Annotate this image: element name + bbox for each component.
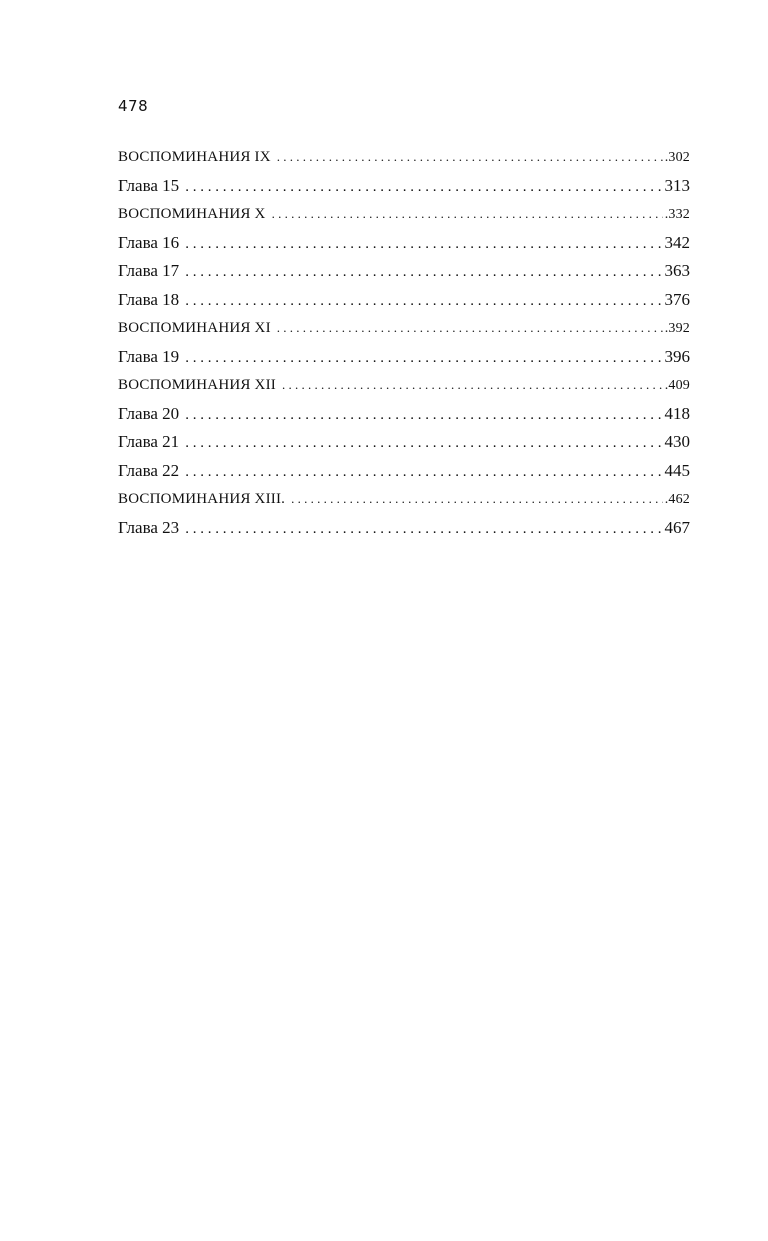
toc-entry-title: Глава 20 xyxy=(118,403,180,423)
toc-entry-page: .462 xyxy=(664,492,690,507)
toc-entry-page: .409 xyxy=(664,378,690,393)
toc-entry xyxy=(118,514,690,543)
toc-entry-page: 363 xyxy=(664,261,690,280)
toc-entry-title: ВОСПОМИНАНИЯ XI xyxy=(118,320,271,336)
toc-entry xyxy=(118,172,690,201)
toc-entry-title: ВОСПОМИНАНИЯ X xyxy=(118,206,266,222)
toc-entry xyxy=(118,485,690,514)
toc-dot-leader xyxy=(277,143,663,172)
toc-entry-title: ВОСПОМИНАНИЯ XIII. xyxy=(118,491,286,507)
toc-entry xyxy=(118,200,690,229)
toc-dot-leader xyxy=(282,371,663,400)
toc-entry xyxy=(118,229,690,258)
toc-entry-title: Глава 17 xyxy=(118,261,180,280)
toc-entry-title: Глава 15 xyxy=(118,175,180,195)
toc-entry xyxy=(118,371,690,400)
toc-entry xyxy=(118,428,690,457)
page-number: 478 xyxy=(118,97,149,115)
toc-entry xyxy=(118,143,690,172)
toc-entry-title: Глава 16 xyxy=(118,232,180,252)
toc-entry-title: Глава 23 xyxy=(118,517,180,537)
toc-dot-leader xyxy=(185,287,662,315)
toc-entry-page: 342 xyxy=(664,232,690,252)
toc-dot-leader xyxy=(185,515,662,543)
toc-entry-page: 313 xyxy=(664,175,690,195)
toc-entry-page: .392 xyxy=(664,321,690,336)
toc-dot-leader xyxy=(277,314,663,343)
toc-dot-leader xyxy=(185,230,662,258)
toc-entry-page: 467 xyxy=(664,517,690,537)
toc-entry xyxy=(118,400,690,429)
toc-dot-leader xyxy=(272,200,663,229)
toc-entry-page: .302 xyxy=(664,150,690,165)
toc-dot-leader xyxy=(185,173,662,201)
toc-entry-page: 376 xyxy=(664,289,690,309)
table-of-contents xyxy=(118,143,690,542)
toc-entry-title: Глава 18 xyxy=(118,289,180,309)
toc-dot-leader xyxy=(185,429,662,457)
toc-entry-title: Глава 19 xyxy=(118,346,180,366)
toc-entry-title: Глава 22 xyxy=(118,460,180,480)
toc-entry-title: ВОСПОМИНАНИЯ IX xyxy=(118,149,271,165)
toc-entry xyxy=(118,343,690,372)
toc-entry xyxy=(118,457,690,486)
toc-entry-page: .332 xyxy=(664,207,690,222)
toc-entry-page: 418 xyxy=(664,403,690,423)
toc-entry xyxy=(118,286,690,315)
toc-dot-leader xyxy=(185,401,662,429)
toc-entry xyxy=(118,257,690,286)
toc-dot-leader xyxy=(185,258,662,286)
toc-entry-title: ВОСПОМИНАНИЯ XII xyxy=(118,377,276,393)
toc-dot-leader xyxy=(185,458,662,486)
toc-dot-leader xyxy=(291,485,663,514)
toc-entry xyxy=(118,314,690,343)
toc-entry-page: 445 xyxy=(664,460,690,480)
toc-dot-leader xyxy=(185,344,662,372)
toc-entry-page: 430 xyxy=(664,432,690,451)
toc-entry-page: 396 xyxy=(664,346,690,366)
toc-entry-title: Глава 21 xyxy=(118,432,180,451)
